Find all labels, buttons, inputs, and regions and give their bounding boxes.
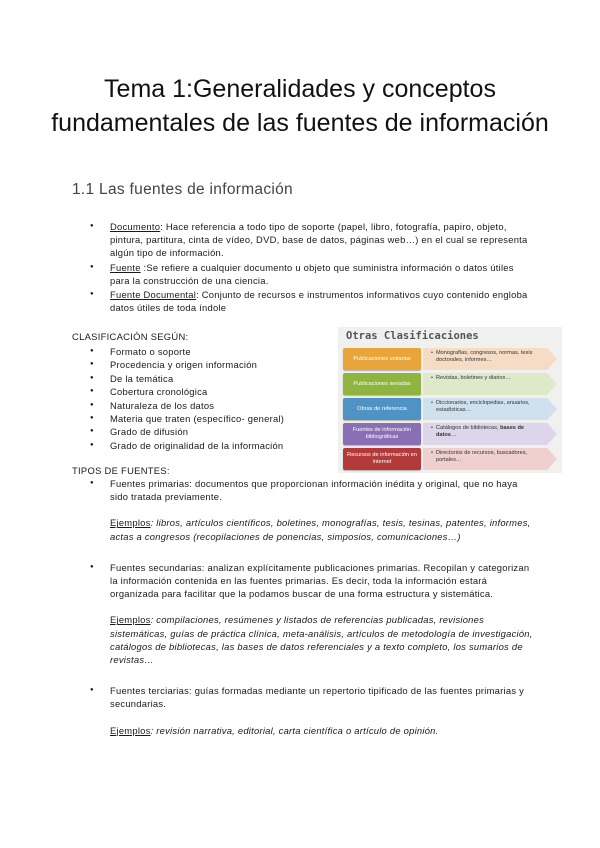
classification-item: ● Cobertura cronológica [90, 385, 340, 398]
examples [90, 516, 535, 542]
examples-text: : revisión narrativa, editorial, carta científica o artículo de opinión. [150, 724, 439, 736]
figure-arrow [423, 448, 557, 470]
source-type-description: ● Fuentes terciarias: guías formadas mediante un repertorio tipificado de las fuentes primarias y secundarias. [90, 684, 535, 710]
classification-item: ● Grado de difusión [90, 425, 340, 438]
figure-description [431, 425, 546, 438]
figure-arrow [423, 373, 557, 395]
classification-item: ● Formato o soporte [90, 345, 340, 358]
definition-item [90, 220, 535, 260]
figure-description-text: Diccionarios, enciclopedias, anuarios, estadísticas… [436, 400, 530, 413]
figure-description [431, 375, 546, 382]
classification-list [90, 345, 340, 452]
definition-item [90, 261, 535, 287]
figure-category-box: Publicaciones seriadas [343, 373, 421, 395]
classification-item: ● De la temática [90, 372, 340, 385]
figure-title: Otras Clasificaciones [346, 330, 479, 342]
figure-row [343, 398, 557, 420]
figure-description-text: Monografías, congresos, normas, tesis doctorales, informes… [436, 350, 533, 363]
examples [90, 613, 535, 666]
definition-term: Fuente Documental [110, 289, 197, 301]
figure-category-box: Fuentes de información bibliográficas [343, 423, 421, 445]
examples [90, 724, 535, 737]
source-type-item [90, 684, 535, 737]
figure-arrow [423, 348, 557, 370]
examples-label: Ejemplos [110, 517, 151, 529]
figure-category-box: Recursos de información en internet [343, 448, 421, 470]
examples-text: : compilaciones, resúmenes y listados de referencias publicadas, revisiones sistemáticas, guías de práctica clínica, meta-análisis, artículos de metodología de investigación, catálogos de bibliotecas, las bases de datos referenciales y a texto completo, los sumarios de revistas… [110, 614, 533, 666]
figure-row [343, 348, 557, 370]
classification-item: ● Grado de originalidad de la información [90, 439, 340, 452]
figure-arrow [423, 423, 557, 445]
examples-text: : libros, artículos científicos, boletines, monografías, tesis, tesinas, patentes, informes, actas a congresos (recopilaciones de ponencias, simposios, comunicaciones…) [110, 517, 531, 542]
figure-description [431, 400, 546, 413]
definition-term: Documento [110, 221, 161, 232]
definition-text: :Se refiere a cualquier documento u objeto que suministra información o datos útiles para la construcción de una ciencia. [110, 261, 514, 286]
section-heading: 1.1 Las fuentes de información [72, 181, 293, 198]
classification-label: CLASIFICACIÓN SEGÚN: [72, 331, 189, 342]
source-types-list [90, 477, 535, 737]
figure-description-text: Directorios de recursos, buscadores, portales… [436, 450, 528, 463]
classification-item: ● Procedencia y origen información [90, 358, 340, 371]
figure-description-text: Catálogos de bibliotecas, [436, 425, 501, 431]
figure-description-tail: … [450, 431, 457, 438]
examples-label: Ejemplos [110, 724, 151, 736]
definitions-list [90, 220, 535, 315]
figure-row [343, 448, 557, 470]
classification-item: ● Materia que traten (específico- general) [90, 412, 340, 425]
source-type-item [90, 561, 535, 666]
figure-arrow [423, 398, 557, 420]
classification-figure [338, 327, 562, 473]
figure-description-bold: bases de datos [436, 425, 525, 438]
figure-row [343, 423, 557, 445]
figure-description [431, 450, 546, 463]
definition-text: : Conjunto de recursos e instrumentos informativos cuyo contenido engloba datos útiles de toda índole [110, 289, 528, 314]
source-type-description: ● Fuentes secundarias: analizan explícitamente publicaciones primarias. Recopilan y categorizan la información contenida en las fuentes primarias. Es decir, toda la información estará organizada para facilitar que la podamos buscar de una forma estructura y sistemática. [90, 561, 535, 601]
document-title: Tema 1:Generalidades y conceptos fundamentales de las fuentes de información [51, 75, 549, 137]
examples-label: Ejemplos [110, 614, 151, 626]
source-type-item [90, 477, 535, 543]
figure-category-box: Publicaciones unitarias [343, 348, 421, 370]
types-label: TIPOS DE FUENTES: [72, 465, 170, 476]
figure-category-box: Obras de referencia [343, 398, 421, 420]
definition-item [90, 288, 535, 314]
definition-text: : Hace referencia a todo tipo de soporte (papel, libro, fotografía, papiro, objeto, pintura, partitura, cinta de vídeo, DVD, base de datos, páginas web…) en el cual se representa algún tipo de información. [110, 221, 528, 259]
definition-term: Fuente [110, 261, 141, 273]
figure-description [431, 350, 546, 363]
source-type-description: ● Fuentes primarias: documentos que proporcionan información inédita y original, que no haya sido tratada previamente. [90, 477, 535, 503]
figure-row [343, 373, 557, 395]
figure-description-text: Revistas, boletines y diarios… [436, 375, 511, 381]
classification-item: ● Naturaleza de los datos [90, 399, 340, 412]
